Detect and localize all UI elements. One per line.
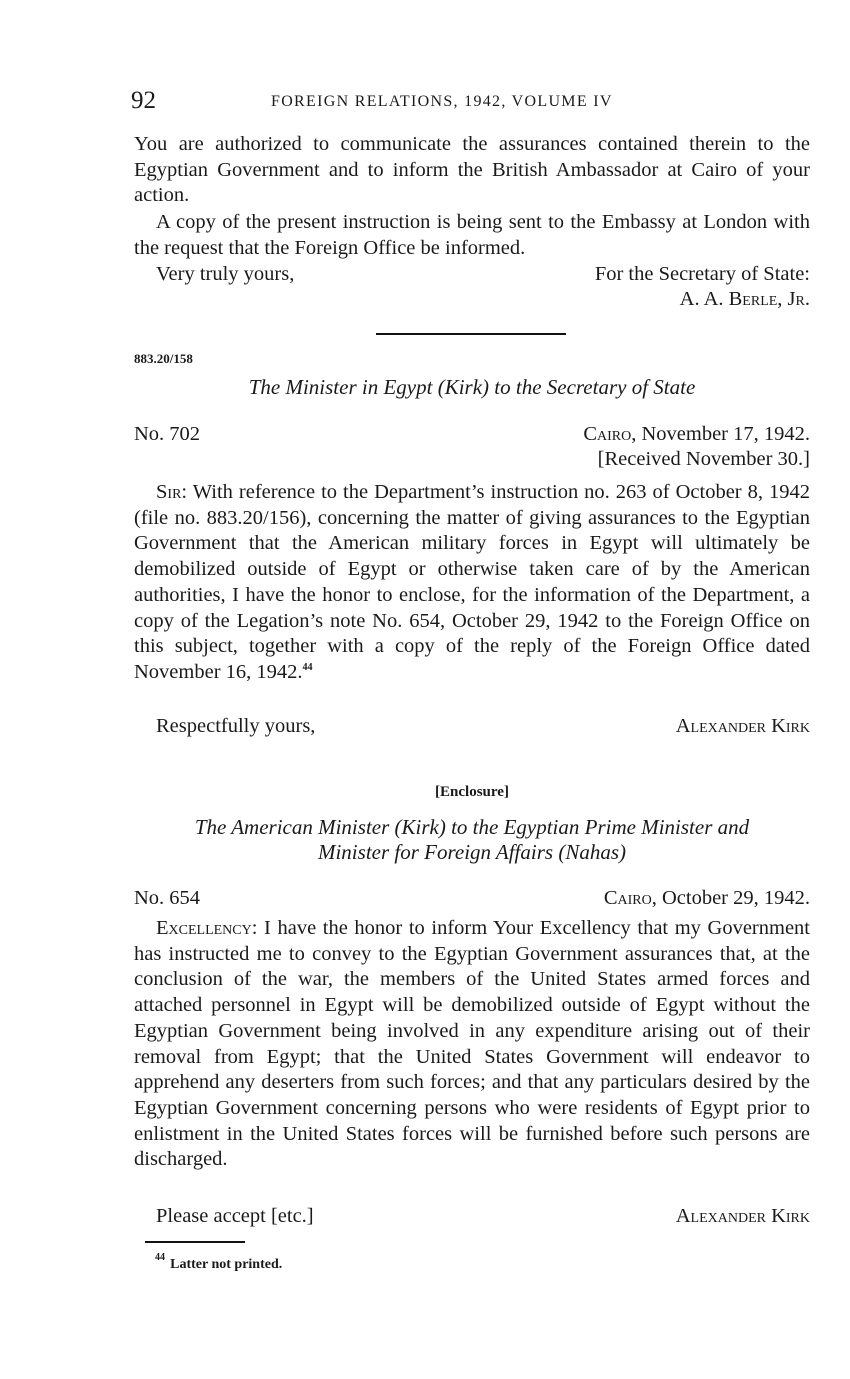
signature-intro: For the Secretary of State:	[594, 263, 810, 285]
enclosure-dateline-row	[134, 886, 810, 912]
date: November 17, 1942.	[641, 423, 810, 445]
running-header	[131, 86, 810, 116]
salutation: Sir:	[156, 481, 188, 503]
dispatch-body	[134, 480, 810, 686]
file-number: 883.20/158	[134, 351, 193, 366]
page-number: 92	[131, 87, 156, 114]
dispatch-number: No. 702	[134, 423, 201, 445]
footnote-text: Latter not printed.	[170, 1257, 283, 1272]
dateline-row	[134, 422, 810, 448]
received-note: [Received November 30.]	[597, 448, 810, 470]
section-divider	[376, 333, 566, 335]
body-text: I have the honor to inform Your Excellency that my Government has instructed me to convey to the Egyptian Government assurances that, at the conclusion of the war, the members of the United States armed forces and attached personnel in Egypt will be demobilized outside of Egypt without the Egyptian Government being involved in any expenditure arising out of their removal from Egypt; that the United States Government will endeavor to apprehend any deserters from such forces; and that any particulars desired by the Egyptian Government concerning persons who were residents of Egypt prior to enlistment in the United States forces will be furnished before such persons are discharged.	[134, 917, 811, 1171]
closing-text: Respectfully yours,	[156, 715, 316, 737]
footnote-marker: 44	[155, 1252, 165, 1264]
dateline	[583, 422, 810, 448]
document-heading: The Minister in Egypt (Kirk) to the Secretary of State	[248, 375, 696, 399]
footnote-divider	[145, 1241, 245, 1243]
dateline	[604, 886, 810, 912]
body-text: With reference to the Department’s instruction no. 263 of October 8, 1942 (file no. 883.20/156), concerning the matter of giving assurances to the Egyptian Government that the American military forces in Egypt will ultimately be demobilized outside of Egypt or otherwise taken care of by the American authorities, I have the honor to enclose, for the information of the Department, a copy of the Legation’s note No. 654, October 29, 1942 to the Foreign Office on this subject, together with a copy of the reply of the Foreign Office dated November 16, 1942.	[134, 481, 810, 683]
note-number: No. 654	[134, 887, 201, 909]
footnote	[155, 1250, 755, 1278]
enclosure-closing-row	[134, 1204, 810, 1230]
closing-text: Very truly yours,	[156, 263, 295, 285]
running-title: FOREIGN RELATIONS, 1942, VOLUME IV	[271, 93, 613, 110]
signature-kirk: Alexander Kirk	[675, 715, 810, 737]
closing-text: Please accept [etc.]	[156, 1205, 314, 1227]
top-paragraph: You are authorized to communicate the assurances contained therein to the Egyptian Government and to inform the British Ambassador at Cairo of your action.	[134, 133, 810, 207]
footnote-reference: 44	[302, 662, 313, 674]
enclosure-heading-line2: Minister for Foreign Affairs (Nahas)	[317, 840, 626, 864]
place: Cairo,	[583, 423, 637, 445]
closing-row	[134, 262, 810, 288]
place: Cairo,	[603, 887, 657, 909]
enclosure-label: [Enclosure]	[435, 784, 509, 800]
salutation: Excellency:	[156, 917, 258, 939]
dispatch-closing-row	[134, 714, 810, 740]
date: October 29, 1942.	[661, 887, 810, 909]
enclosure-heading-line1: The American Minister (Kirk) to the Egyptian Prime Minister and	[194, 815, 750, 839]
copy-paragraph: A copy of the present instruction is being sent to the Embassy at London with the request that the Foreign Office be informed.	[134, 211, 810, 259]
enclosure-body	[134, 916, 810, 1173]
signature-berle: A. A. Berle, Jr.	[679, 288, 810, 310]
signature-kirk: Alexander Kirk	[675, 1205, 810, 1227]
